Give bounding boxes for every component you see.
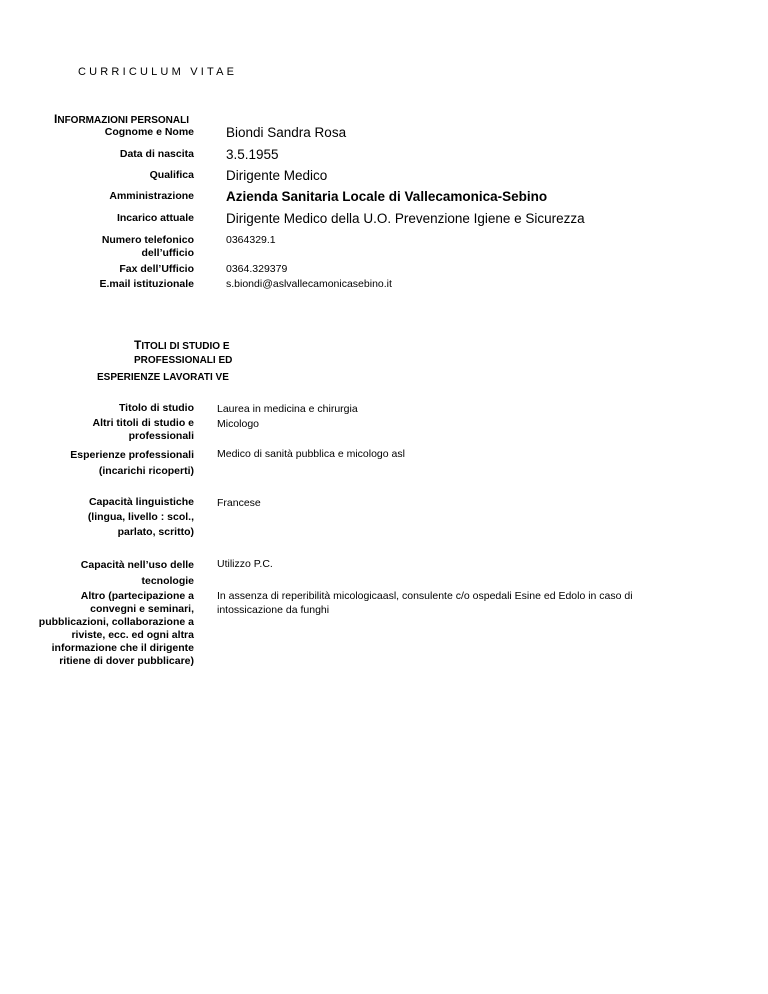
studies-heading-line2: PROFESSIONALI ED <box>134 355 233 366</box>
value-other-titles: Micologo <box>217 418 260 430</box>
label-office-phone: Numero telefonico dell’ufficio <box>101 234 194 259</box>
label-languages: Capacità linguistiche (lingua, livello : scol., parlato, scritto) <box>87 496 194 538</box>
studies-heading-line3: ESPERIENZE LAVORATI VE <box>97 372 229 383</box>
value-technologies: Utilizzo P.C. <box>217 558 273 570</box>
value-administration: Azienda Sanitaria Locale di Vallecamonica-Sebino <box>226 189 548 204</box>
value-office-fax: 0364.329379 <box>226 263 288 275</box>
value-name: Biondi Sandra Rosa <box>226 125 347 140</box>
label-qualification: Qualifica <box>149 169 194 181</box>
value-birthdate: 3.5.1955 <box>226 147 279 162</box>
personal-info-heading-initial: I <box>54 112 58 126</box>
label-other: Altro (partecipazione a convegni e seminari, pubblicazioni, collaborazione a riviste, ecc. ed ogni altra informazione che il dirigente ritiene di dover pubblicare) <box>38 590 194 667</box>
label-birthdate: Data di nascita <box>119 148 194 160</box>
value-degree: Laurea in medicina e chirurgia <box>217 403 358 415</box>
studies-heading-line1 <box>134 338 230 352</box>
label-office-fax: Fax dell’Ufficio <box>119 263 194 275</box>
value-experience: Medico di sanità pubblica e micologo asl <box>217 448 405 460</box>
label-technologies: Capacità nell’uso delle tecnologie <box>80 559 194 587</box>
label-degree: Titolo di studio <box>118 402 194 414</box>
label-name: Cognome e Nome <box>104 126 194 138</box>
label-other-titles: Altri titoli di studio e professionali <box>92 417 194 442</box>
studies-heading-line1-text: ITOLI DI STUDIO E <box>141 341 230 352</box>
value-current-role: Dirigente Medico della U.O. Prevenzione Igiene e Sicurezza <box>226 211 585 226</box>
personal-info-heading-rest: NFORMAZIONI PERSONALI <box>57 115 190 126</box>
value-other: In assenza di reperibilità micologicaasl, consulente c/o ospedali Esine ed Edolo in caso di intossicazione da funghi <box>217 590 633 616</box>
personal-info-heading <box>54 112 189 126</box>
value-office-phone: 0364329.1 <box>226 234 276 246</box>
value-qualification: Dirigente Medico <box>226 168 328 183</box>
document-title: CURRICULUM VITAE <box>78 66 238 78</box>
label-experience: Esperienze professionali (incarichi ricoperti) <box>70 449 194 477</box>
label-administration: Amministrazione <box>109 190 194 202</box>
value-languages: Francese <box>217 497 261 509</box>
studies-heading-initial: T <box>134 338 142 352</box>
label-email: E.mail istituzionale <box>99 278 194 290</box>
label-current-role: Incarico attuale <box>116 212 194 224</box>
value-email[interactable]: s.biondi@aslvallecamonicasebino.it <box>226 278 392 290</box>
